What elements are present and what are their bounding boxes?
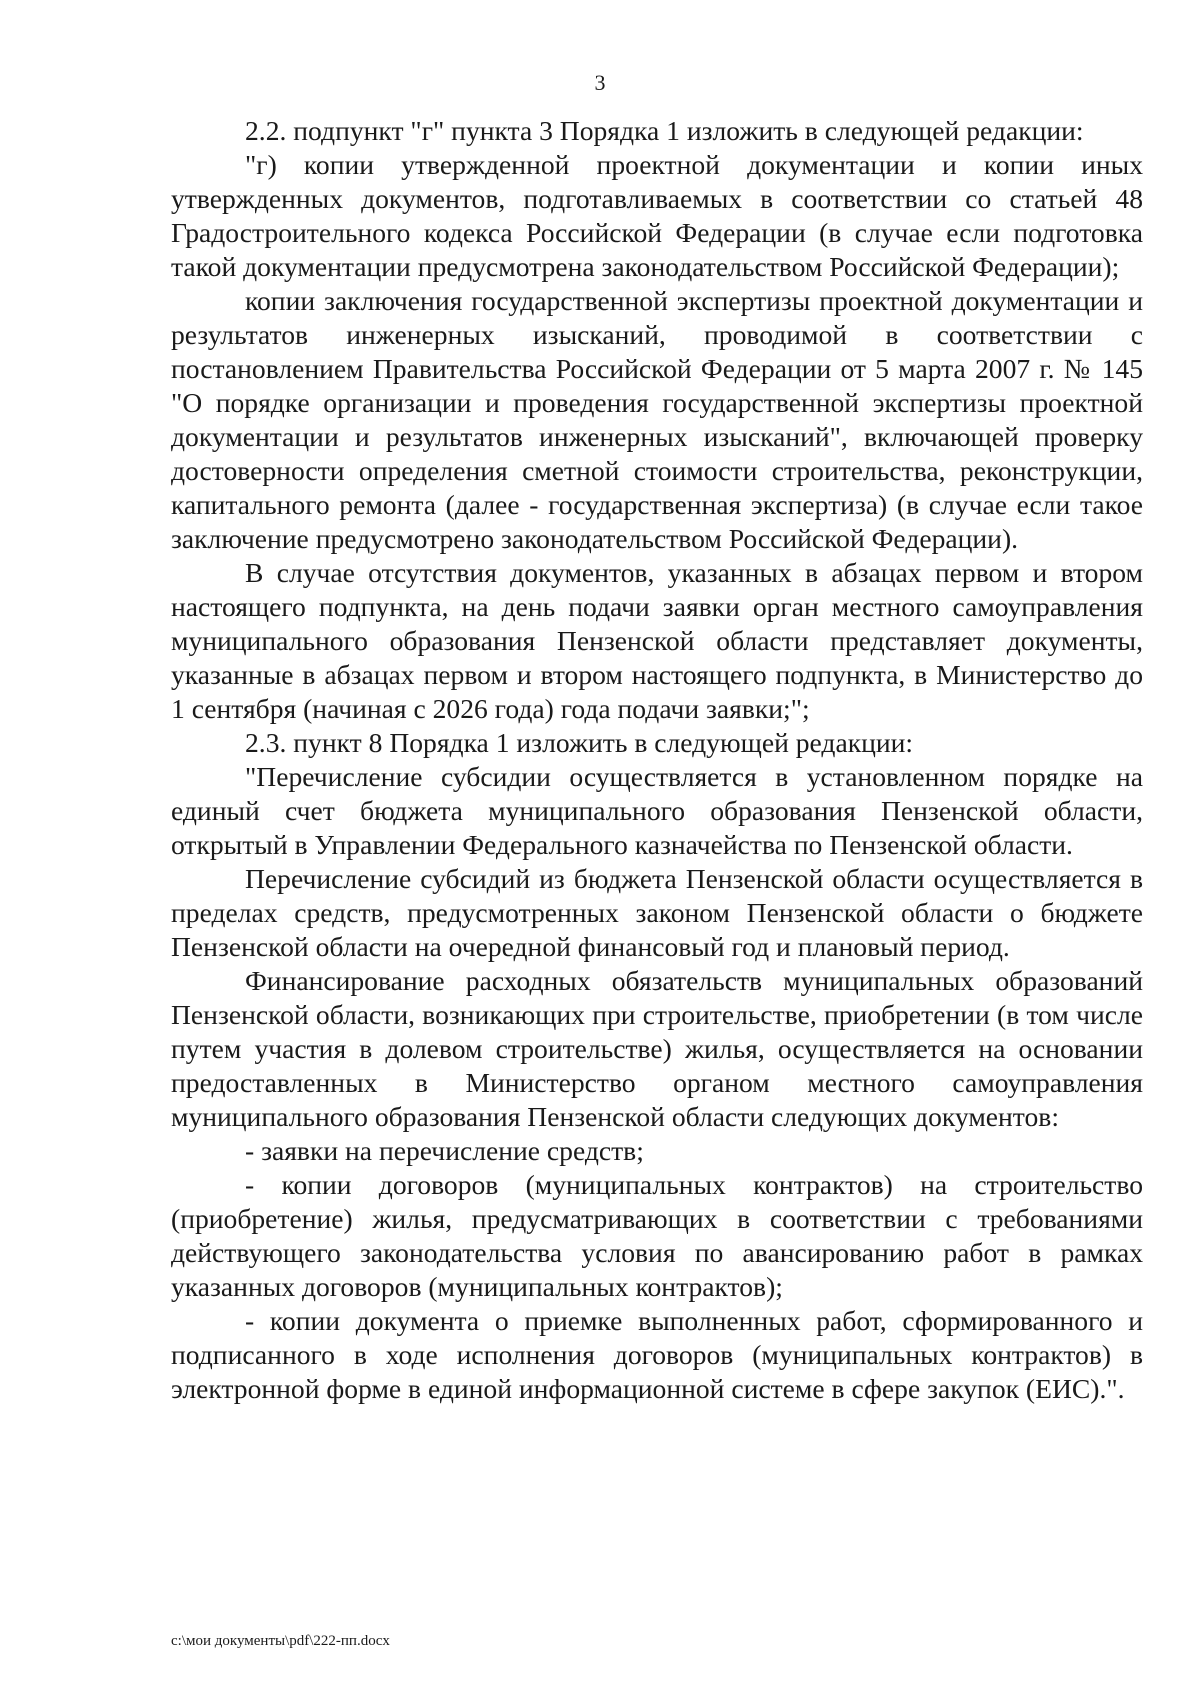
paragraph-expertise-copies: копии заключения государственной экспертизы проектной документации и результатов инженерных изысканий, проводимой в соответствии с постановлением Правительства Российской Федерации от 5 марта 2007 г. № 145 "О порядке организации и проведения государственной экспертизы проектной документации и результатов инженерных изысканий", включающей проверку достоверности определения сметной стоимости строительства, реконструкции, капитального ремонта (далее - государственная экспертиза) (в случае если такое заключение предусмотрено законодательством Российской Федерации). (171, 285, 1143, 554)
list-item-acceptance-document: - копии документа о приемке выполненных работ, сформированного и подписанного в ходе исполнения договоров (муниципальных контрактов) в электронной форме в единой информационной системе в сфере закупок (ЕИС).". (171, 1305, 1143, 1404)
paragraph-financing-basis: Финансирование расходных обязательств муниципальных образований Пензенской области, возникающих при строительстве, приобретении (в том числе путем участия в долевом строительстве) жилья, осуществляется на основании предоставленных в Министерство органом местного самоуправления муниципального образования Пензенской области следующих документов: (171, 965, 1143, 1132)
page-number: 3 (594, 70, 606, 95)
footer-file-path: c:\мои документы\pdf\222-пп.docx (171, 1633, 390, 1649)
paragraph-missing-documents: В случае отсутствия документов, указанных в абзацах первом и втором настоящего подпункта, на день подачи заявки орган местного самоуправления муниципального образования Пензенской области представляет документы, указанные в абзацах первом и втором настоящего подпункта, в Министерство до 1 сентября (начиная с 2026 года) года подачи заявки;"; (171, 557, 1143, 724)
paragraph-2-2-heading: 2.2. подпункт "г" пункта 3 Порядка 1 изложить в следующей редакции: (245, 115, 1084, 146)
document-body (171, 114, 1143, 1406)
list-item-contract-copies: - копии договоров (муниципальных контрактов) на строительство (приобретение) жилья, предусматривающих в соответствии с требованиями действующего законодательства условия по авансированию работ в рамках указанных договоров (муниципальных контрактов); (171, 1169, 1143, 1302)
paragraph-2-3-heading: 2.3. пункт 8 Порядка 1 изложить в следующей редакции: (245, 727, 914, 758)
paragraph-subsidy-transfer: "Перечисление субсидии осуществляется в установленном порядке на единый счет бюджета муниципального образования Пензенской области, открытый в Управлении Федерального казначейства по Пензенской области. (171, 761, 1143, 860)
list-item-applications: - заявки на перечисление средств; (245, 1135, 644, 1166)
paragraph-budget-limits: Перечисление субсидий из бюджета Пензенской области осуществляется в пределах средств, предусмотренных законом Пензенской области о бюджете Пензенской области на очередной финансовый год и плановый период. (171, 863, 1143, 962)
paragraph-subitem-g: "г) копии утвержденной проектной документации и копии иных утвержденных документов, подготавливаемых в соответствии со статьей 48 Градостроительного кодекса Российской Федерации (в случае если подготовка такой документации предусмотрена законодательством Российской Федерации); (171, 149, 1143, 282)
